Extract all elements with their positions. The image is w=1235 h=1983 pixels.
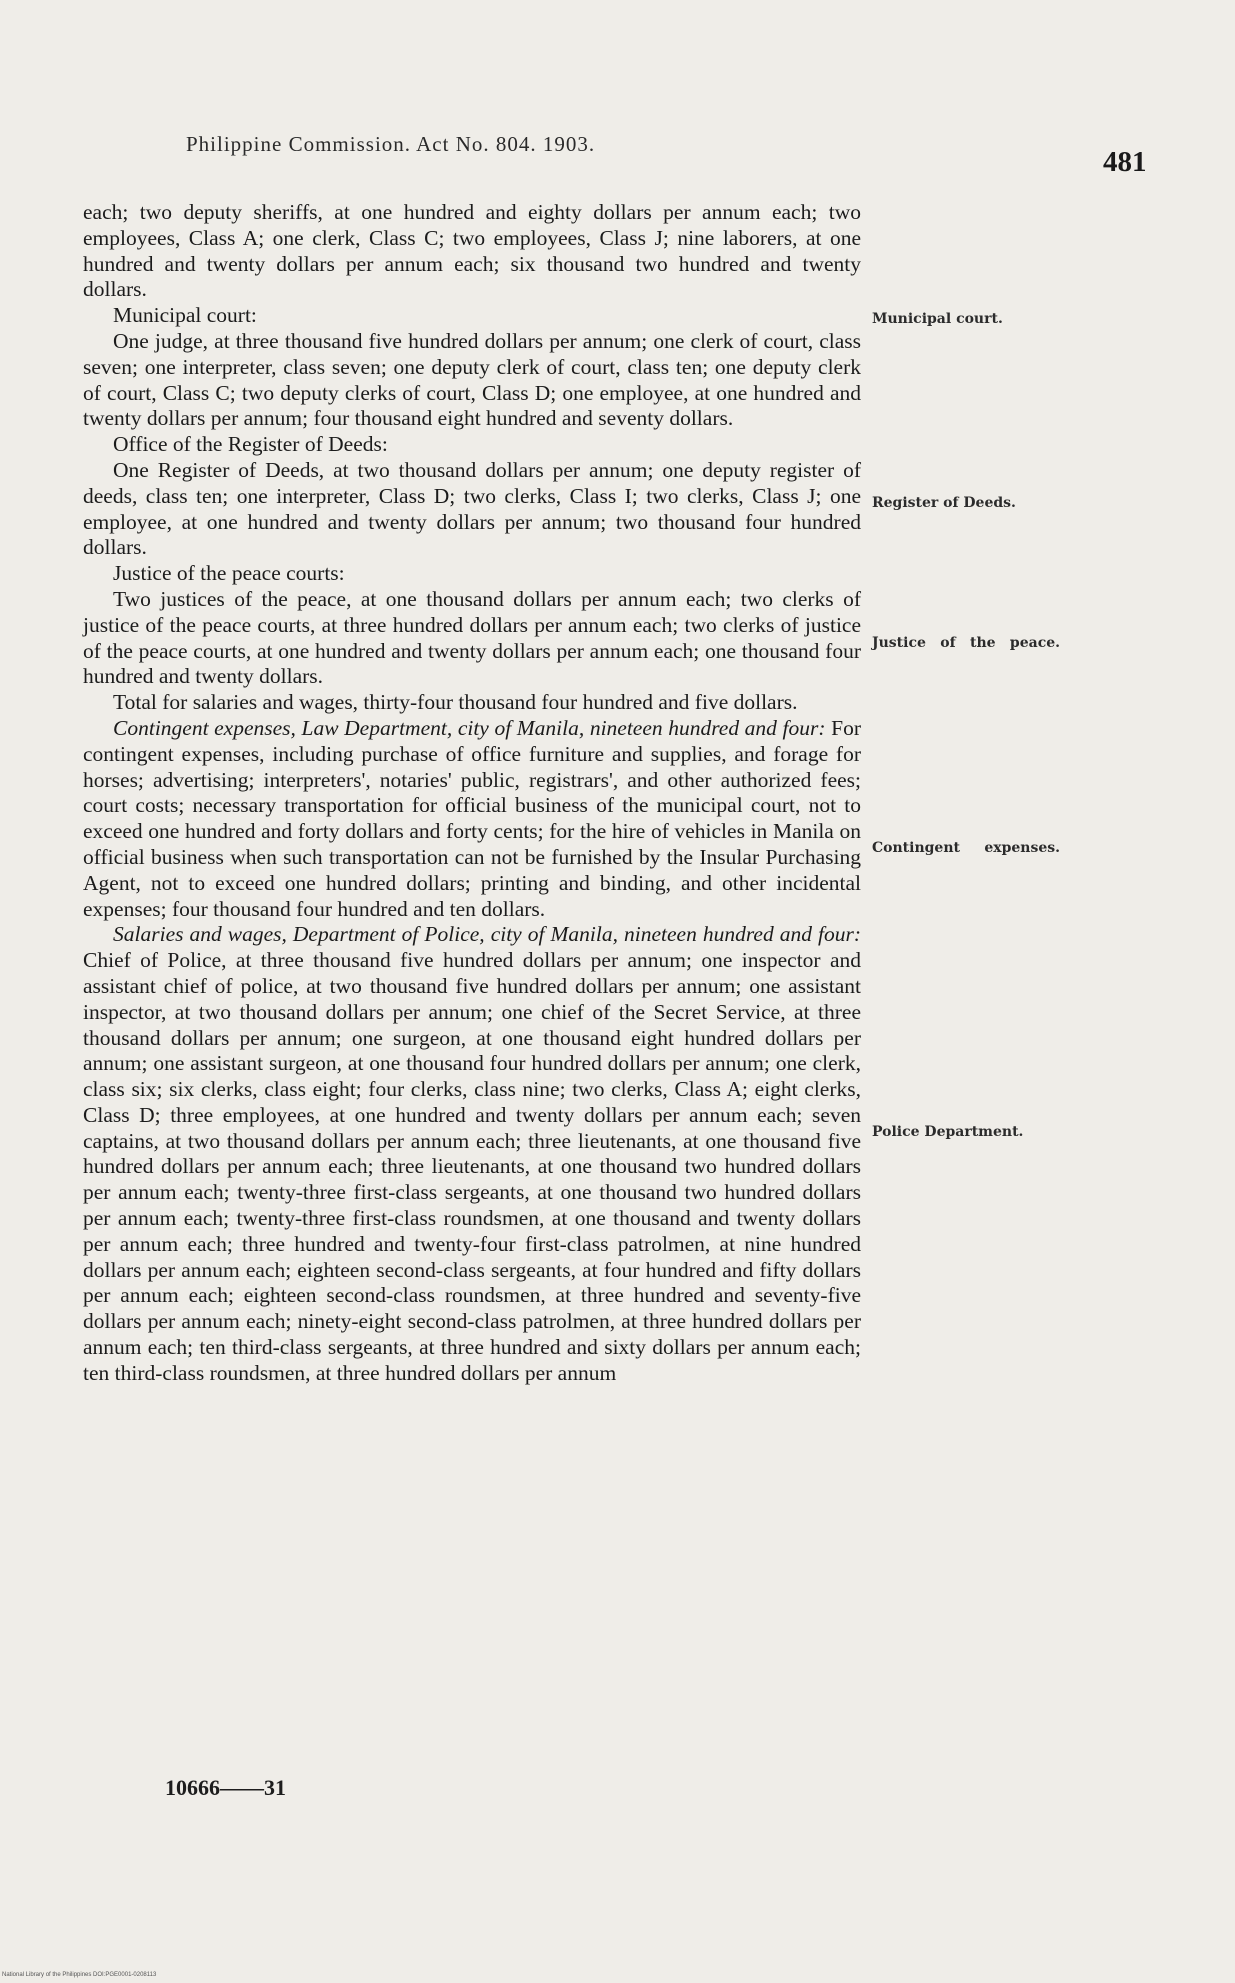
margin-note-contingent-expenses: Contingent expenses. <box>872 840 1060 856</box>
margin-note-register-of-deeds: Register of Deeds. <box>872 495 1016 511</box>
paragraph-justice-of-peace: Two justices of the peace, at one thousand dollars per annum each; two clerks of justice of the peace courts, at three hundred dollars per annum each; two clerks of justice of the peace courts, at one hundred and twenty dollars per annum each; one thousand four hundred and twenty dollars. <box>83 586 861 689</box>
paragraph-contingent-expenses <box>83 716 861 922</box>
signature-mark: 10666——31 <box>165 1775 286 1800</box>
police-department-lead: Salaries and wages, Department of Police, city of Manila, nineteen hundred and four: <box>113 922 861 947</box>
paragraph-continued: each; two deputy sheriffs, at one hundred and eighty dollars per annum each; two employees, Class A; one clerk, Class C; two employees, Class J; nine laborers, at one hundred and twenty dollars per annum each; six thousand two hundred and twenty dollars. <box>83 200 861 302</box>
section-heading-register-of-deeds: Office of the Register of Deeds: <box>113 432 388 457</box>
margin-note-police-department: Police Department. <box>872 1124 1024 1140</box>
margin-note-municipal-court: Municipal court. <box>872 311 1003 327</box>
contingent-expenses-lead: Contingent expenses, Law Department, city of Manila, nineteen hundred and four: <box>113 715 826 740</box>
section-heading-municipal-court: Municipal court: <box>113 303 257 328</box>
body-text <box>83 200 861 1387</box>
paragraph-municipal-court: One judge, at three thousand five hundred dollars per annum; one clerk of court, class seven; one interpreter, class seven; one deputy clerk of court, class ten; one deputy clerk of court, Class C; two deputy clerks of court, Class D; one employee, at one hundred and twenty dollars per annum; four thousand eight hundred and seventy dollars. <box>83 328 861 431</box>
police-department-text: Chief of Police, at three thousand five hundred dollars per annum; one inspector and assistant chief of police, at two thousand five hundred dollars per annum; one assistant inspector, at two thousand dollars per annum; one chief of the Secret Service, at three thousand dollars per annum; one surgeon, at one thousand eight hundred dollars per annum; one assistant surgeon, at one thousand four hundred dollars per annum; one clerk, class six; six clerks, class eight; four clerks, class nine; two clerks, Class A; eight clerks, Class D; three employees, at one hundred and twenty dollars per annum each; seven captains, at two thousand dollars per annum each; three lieutenants, at one thousand five hundred dollars per annum each; three lieutenants, at one thousand two hundred dollars per annum each; twenty-three first-class sergeants, at one thousand two hundred dollars per annum each; twenty-three first-class roundsmen, at one thousand and twenty dollars per annum each; three hundred and twenty-four first-class patrolmen, at nine hundred dollars per annum each; eighteen second-class sergeants, at four hundred and fifty dollars per annum each; eighteen second-class roundsmen, at three hundred and seventy-five dollars per annum each; ninety-eight second-class patrolmen, at three hundred dollars per annum each; ten third-class sergeants, at three hundred and sixty dollars per annum each; ten third-class roundsmen, at three hundred dollars per annum <box>83 948 861 1385</box>
contingent-expenses-text: For contingent expenses, including purchase of office furniture and supplies, and forage for horses; advertising; interpreters', notaries' public, registrars', and other authorized fees; court costs; necessary transportation for official business of the municipal court, not to exceed one hundred and forty dollars and forty cents; for the hire of vehicles in Manila on official business when such transportation can not be furnished by the Insular Purchasing Agent, not to exceed one hundred dollars; printing and binding, and other incidental expenses; four thousand four hundred and ten dollars. <box>83 715 861 921</box>
margin-note-justice-of-peace: Justice of the peace. <box>872 635 1060 651</box>
paragraph-police-department <box>83 922 861 1386</box>
paragraph-total-salaries: Total for salaries and wages, thirty-four thousand four hundred and five dollars. <box>113 690 798 715</box>
section-heading-justice-of-peace: Justice of the peace courts: <box>113 561 345 586</box>
paragraph-register-of-deeds: One Register of Deeds, at two thousand dollars per annum; one deputy register of deeds, class ten; one interpreter, Class D; two clerks, Class I; two clerks, Class J; one employee, at one hundred and twenty dollars per annum; two thousand four hundred dollars. <box>83 457 861 560</box>
running-header: Philippine Commission. Act No. 804. 1903. <box>186 132 596 156</box>
scan-credit: National Library of the Philippines DOI:PGE0001-0208113 <box>2 1972 157 1978</box>
page-number: 481 <box>1103 146 1147 178</box>
